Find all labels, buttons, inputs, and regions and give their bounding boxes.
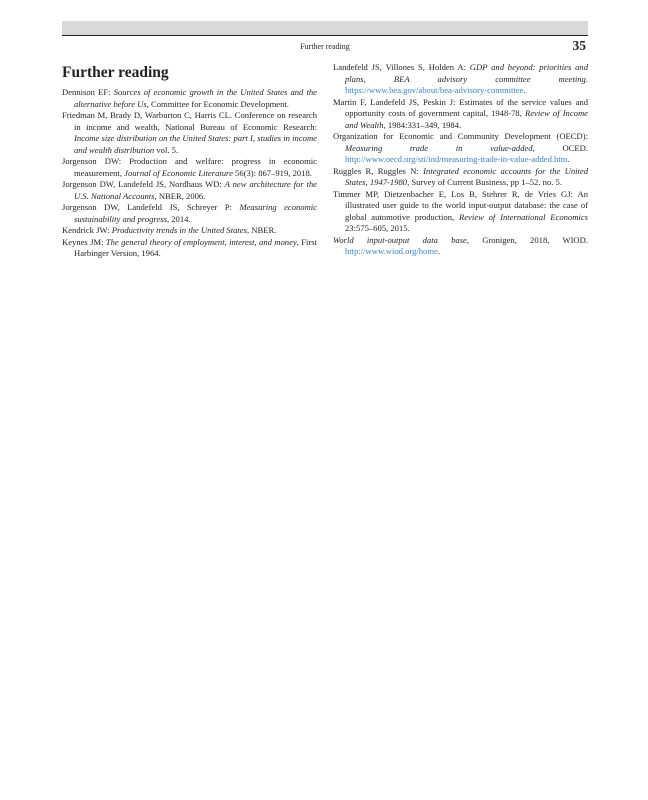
reference-title: Income size distribution on the United States: part I, studies in income and wealth distribution (74, 133, 317, 155)
header-rule (62, 35, 588, 36)
reference-text: . (585, 73, 588, 84)
reference-text: , 2014. (166, 213, 191, 224)
reference-text: . (437, 246, 441, 256)
reference-text: 56(3): 867–919, 2018. (232, 167, 312, 178)
reference-title: A new architecture for the U.S. National Accounts (74, 179, 317, 201)
section-title: Further reading (62, 64, 169, 81)
reference-text: Keynes JM: (62, 236, 106, 247)
reference-text: , NBER. (246, 225, 277, 235)
reference-entry (333, 97, 588, 132)
reference-entry (333, 131, 588, 166)
reference-title: Journal of Economic Literature (124, 167, 233, 178)
reference-entry (62, 179, 317, 202)
reference-entry (333, 166, 588, 189)
reference-text: , Survey of Current Business, pp 1–52. no. 5. (407, 177, 562, 187)
reference-text: Kendrick JW: (62, 225, 112, 235)
reference-text: . (523, 85, 526, 95)
reference-text: Jorgenson DW, Landefeld JS, Schreyer P: (62, 202, 240, 212)
reference-title: Integrated economic accounts for the United States, 1947-1980 (345, 165, 589, 187)
reference-text: 23:575–605, 2015. (345, 223, 410, 233)
reference-text: , Gronigen, 2018, WIOD. (466, 234, 588, 245)
reference-text: . (567, 154, 570, 164)
reference-text: Organization for Economic and Community Development (OECD): (333, 131, 588, 141)
reference-entry (333, 189, 588, 235)
reference-text: , Committee for Economic Development. (146, 98, 289, 109)
reference-title: Measuring economic sustainability and progress (74, 202, 317, 224)
reference-text: Dennison EF: (62, 87, 114, 97)
reference-entry (62, 225, 317, 237)
reference-text: Martin F, Landefeld JS, Peskin J: Estimates of the service values and opportunity costs of government capital, 1948-78, (333, 96, 588, 118)
reference-link[interactable]: http://www.oecd.org/sti/ind/measuring-trade-in-value-added.htm (345, 154, 568, 164)
reference-text: , OCED. (532, 142, 588, 153)
reference-title: The general theory of employment, interest, and money (105, 236, 297, 247)
running-head (62, 38, 588, 55)
reference-entry (62, 202, 317, 225)
reference-text: vol. 5. (154, 144, 179, 155)
reference-entry (62, 110, 317, 156)
reference-entry (62, 237, 317, 260)
reference-title: Productivity trends in the United States (111, 225, 247, 235)
reference-text: Friedman M, Brady D, Warburton C, Harris CL. Conference on research in income and wealth, National Bureau of Economic Research: (62, 110, 317, 132)
reference-title: Sources of economic growth in the United States and the alternative before Us (74, 87, 317, 109)
reference-link[interactable]: https://www.bea.gov/about/bea-advisory-committee (345, 85, 524, 95)
reference-text: Timmer MP, Dietzenbacher E, Los B, Stehrer R, de Vries GJ: An illustrated user guide to the world input-output database: the case of global automotive production, (333, 188, 588, 222)
reference-title: Measuring trade in value-added (345, 142, 533, 153)
reference-entry (333, 62, 588, 97)
reference-text: Landefeld JS, Villones S, Holden A: (333, 62, 470, 72)
reference-text: Jorgenson DW, Landefeld JS, Nordhaus WD: (62, 179, 225, 189)
reference-title: World input-output data base (333, 234, 467, 245)
reference-text: Ruggles R, Ruggles N: (333, 165, 424, 176)
reference-entry (62, 156, 317, 179)
right-column (333, 62, 588, 258)
reference-title: GDP and beyond: priorities and plans, BEA advisory committee meeting (345, 62, 588, 84)
reference-entry (62, 87, 317, 110)
header-band (62, 21, 588, 35)
reference-text: , First Harbinger Version, 1964. (74, 236, 317, 258)
reference-text: , NBER, 2006. (154, 190, 206, 201)
reference-link[interactable]: http://www.wiod.org/home (345, 246, 438, 256)
running-title: Further reading (300, 42, 350, 51)
reference-title: Review of International Economics (458, 211, 588, 222)
reference-text: Jorgenson DW: Production and welfare: progress in economic measurement, (62, 156, 317, 178)
reference-title: Review of Income and Wealth (345, 108, 588, 130)
reference-text: , 1984:331–349, 1984. (383, 119, 462, 130)
reference-entry (333, 235, 588, 258)
left-column (62, 87, 317, 260)
page-number: 35 (572, 38, 586, 53)
